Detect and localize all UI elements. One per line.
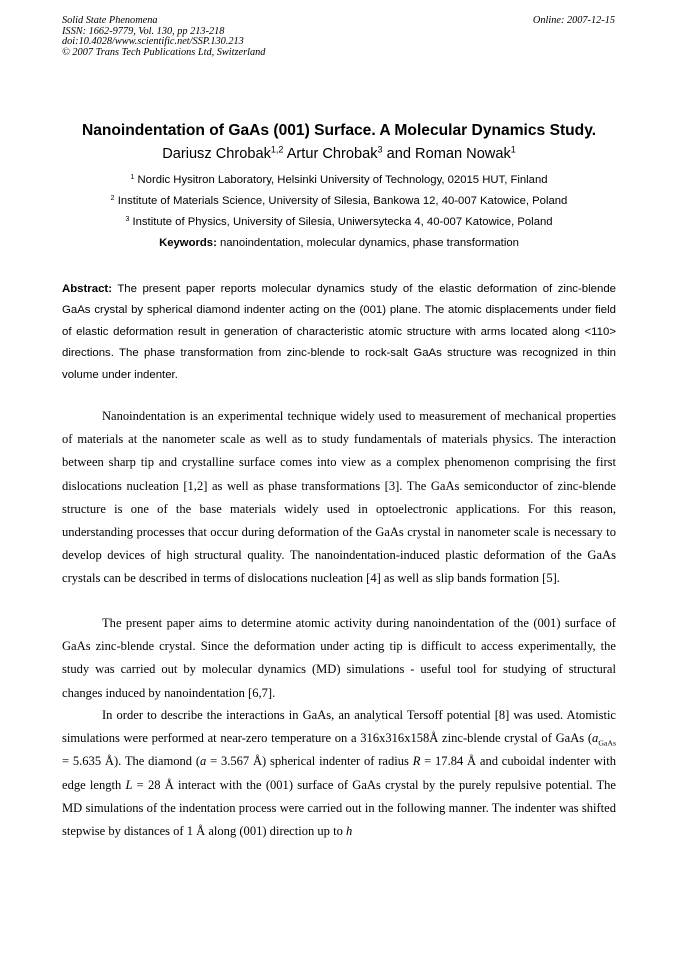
abstract-label: Abstract:: [62, 283, 113, 295]
journal-name: Solid State Phenomena: [62, 15, 158, 26]
issn-line: ISSN: 1662-9779, Vol. 130, pp 213-218: [62, 25, 225, 37]
lattice-constant-symbol: a: [592, 731, 599, 746]
lattice-constant-subscript: GaAs: [598, 738, 616, 748]
paper-title: Nanoindentation of GaAs (001) Surface. A Molecular Dynamics Study.: [81, 122, 597, 139]
edge-length-symbol: L: [125, 777, 133, 792]
author-name: Artur Chrobak: [283, 146, 378, 162]
affiliation-3: $^3$ Institute of Physics, University of Silesia, Uniwersytecka 4, 40-007 Katowice, Poland: [125, 215, 553, 228]
author-affiliation-mark: 1: [510, 144, 516, 155]
affiliation-2: $^2$ Institute of Materials Science, University of Silesia, Bankowa 12, 40-007 Katowice, Poland: [110, 194, 568, 207]
radius-symbol: R: [412, 754, 421, 769]
author-name: and Roman Nowak: [382, 146, 511, 162]
doi-line: doi:10.4028/www.scientific.net/SSP.130.213: [62, 36, 244, 48]
author-name: Dariusz Chrobak: [162, 146, 271, 162]
copyright-line: © 2007 Trans Tech Publications Ltd, Switzerland: [62, 46, 266, 58]
diamond-lattice-symbol: a: [200, 754, 207, 769]
body-paragraph-3: In order to describe the interactions in GaAs, an analytical Tersoff potential [8] was used. Atomistic simulations were performed at near-zero temperature on a 316x316x158Å zinc-blende crystal of GaAs ($a_{GaAs} = 5.635$ Å). The diamond (a = 3.567 Å) spherical indenter of radius R = 17.84 Å and cuboidal indenter with edge length L = 28 Å interact with the (001) surface of GaAs crystal by the purely repulsive potential. The MD simulations of the indentation process were carried out in the following manner. The indenter was shifted stepwise by distances of 1 Å along (001) direction up to h: [62, 708, 617, 839]
author-affiliation-mark: 1,2: [270, 144, 284, 155]
keywords-label: Keywords:: [159, 237, 217, 249]
abstract-text: The present paper reports molecular dynamics study of the elastic deformation of zinc-blende GaAs crystal by spherical diamond indenter acting on the (001) plane. The atomic displacements under field of elastic deformation result in generation of characteristic atomic structure with arms located along <110> directions. The phase transformation from zinc-blende to rock-salt GaAs structure was recognized in thin volume under indenter.: [62, 283, 616, 381]
depth-symbol: h: [346, 824, 353, 839]
keywords: [0, 237, 678, 249]
author-list: [0, 146, 678, 162]
keywords-text: nanoindentation, molecular dynamics, phase transformation: [216, 237, 519, 249]
online-date: Online: 2007-12-15: [532, 15, 615, 26]
body-paragraph-1: Nanoindentation is an experimental technique widely used to measurement of mechanical properties of materials at the nanometer scale as well as to study fundamentals of materials physics. The interaction between sharp tip and crystalline surface comes into view as a complex phenomenon comprising the first dislocations nucleation [1,2] as well as phase transformations [3]. The GaAs semiconductor of zinc-blende structure is one of the base materials widely used in optoelectronic applications. For this reason, understanding processes that occur during deformation of the GaAs crystal in nanometer scale is necessary to develop devices of high structural quality. The nanoindentation-induced plastic deformation of the GaAs crystals can be described in terms of dislocations nucleation [4] as well as slip bands formation [5].: [62, 409, 616, 586]
affiliation-1: $^1$ Nordic Hysitron Laboratory, Helsinki University of Technology, 02015 HUT, Finland: [130, 173, 548, 186]
author-affiliation-mark: 3: [377, 144, 383, 155]
abstract: [62, 279, 616, 386]
body-paragraph-2: The present paper aims to determine atomic activity during nanoindentation of the (001) surface of GaAs zinc-blende crystal. Since the deformation under acting tip is difficult to access experimentally, the study was carried out by molecular dynamics (MD) simulations - useful tool for studying of structural changes induced by nanoindentation [6,7].: [62, 616, 616, 700]
journal-header: [62, 16, 265, 58]
